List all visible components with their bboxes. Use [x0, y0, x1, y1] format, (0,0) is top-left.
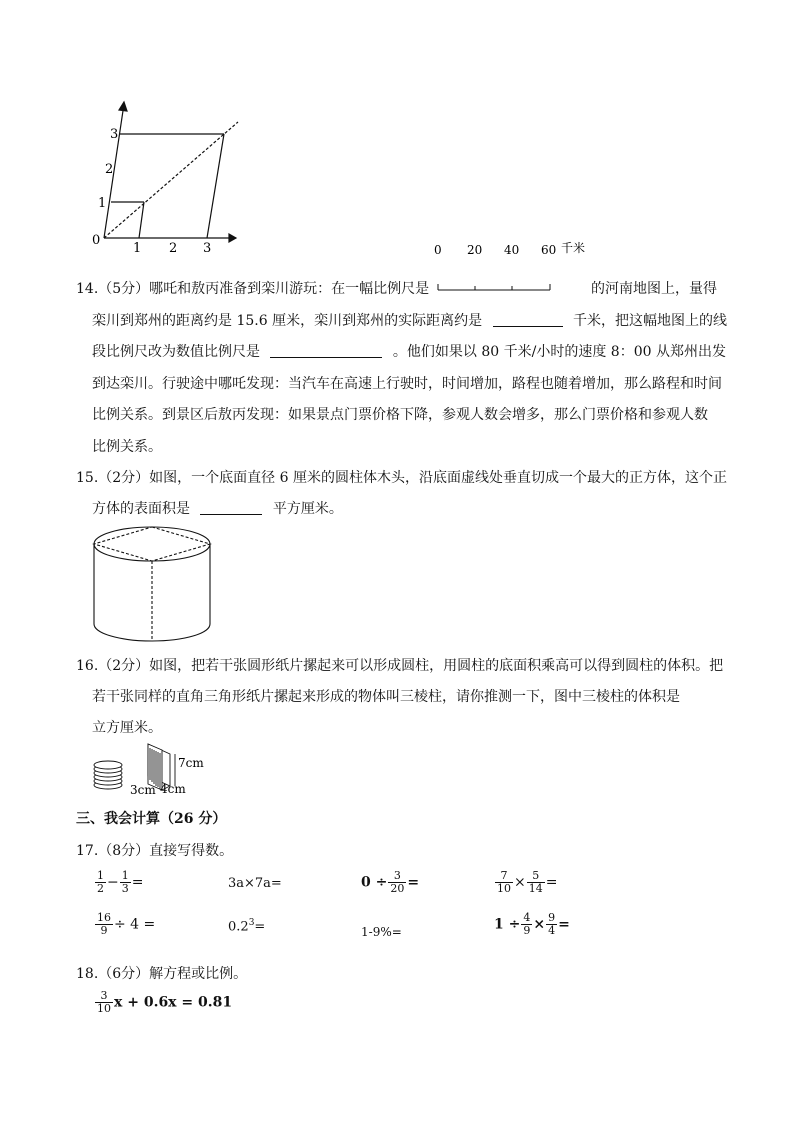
q14-line5: 比例关系。到景区后敖丙发现：如果景点门票价格下降，参观人数会增多，那么门票价格和参观人数	[92, 407, 708, 423]
y-axis-arrow	[119, 102, 127, 111]
q14-line3: 段比例尺改为数值比例尺是 。他们如果以 80 千米/小时的速度 8：00 从郑州出发	[92, 344, 726, 360]
expr-7: 1-9%=	[361, 925, 402, 939]
section-3-title: 三、我会计算（26 分）	[76, 811, 227, 827]
coordinate-graph	[86, 98, 246, 258]
q17-number: 17.（8分）	[76, 843, 150, 859]
q14-line1-end: 的河南地图上，量得	[591, 281, 717, 297]
x-tick-1: 1	[133, 241, 142, 256]
height-label: 7cm	[178, 756, 204, 770]
q16-line2: 若干张同样的直角三角形纸片摞起来形成的物体叫三棱柱，请你推测一下，图中三棱柱的体积是	[92, 689, 680, 705]
q14-blank-scale[interactable]	[270, 343, 382, 358]
q15-number: 15.（2分）	[76, 470, 150, 486]
x-tick-3: 3	[203, 241, 212, 256]
q14-line6: 比例关系。	[92, 439, 162, 455]
x-axis-arrow	[229, 234, 236, 242]
q17-line: 17.（8分）直接写得数。	[76, 843, 234, 859]
leg-b-label: 4cm	[160, 782, 186, 796]
q18-number: 18.（6分）	[76, 966, 150, 982]
y-tick-3: 3	[110, 127, 119, 142]
cylinder-figure	[90, 524, 216, 644]
y-tick-2: 2	[105, 162, 114, 177]
y-tick-1: 1	[98, 196, 107, 211]
scale-label-60: 60	[541, 243, 557, 257]
q14-line4: 到达栾川。行驶途中哪吒发现：当汽车在高速上行驶时，时间增加，路程也随着增加，那么路程和时间	[92, 376, 722, 392]
leg-a-label: 3cm	[130, 783, 156, 797]
scale-label-20: 20	[467, 243, 483, 257]
equation-1: $\frac{3}{10}$ x + 0.6x = 0.81	[97, 989, 233, 1015]
q16-line3: 立方厘米。	[92, 720, 162, 736]
expr-6: $0.2^3=$	[228, 918, 266, 935]
expr-4: $\frac{7}{10}$ × $\frac{5}{14}$ =	[497, 869, 558, 895]
line-scale-bar	[434, 240, 592, 296]
q14-line1: 14.（5分）哪吒和敖丙准备到栾川游玩：在一幅比例尺是	[76, 281, 430, 297]
q15-blank-area[interactable]	[200, 500, 262, 515]
expr-2: 3a×7a=	[228, 876, 282, 891]
q18-line: 18.（6分）解方程或比例。	[76, 966, 248, 982]
expr-5: $\frac{16}{9}$ ÷ 4 =	[97, 911, 156, 937]
expr-3: 0 ÷ $\frac{3}{20}$ =	[361, 869, 420, 895]
cylinder-top	[94, 527, 210, 561]
expr-1: $\frac{1}{2}$ − $\frac{1}{3}$ =	[97, 869, 144, 895]
expr-8: 1 ÷ $\frac{4}{9}$ × $\frac{9}{4}$ =	[494, 911, 570, 937]
right-edge	[207, 134, 224, 238]
scale-unit: 千米	[561, 241, 586, 255]
scale-label-0: 0	[434, 243, 442, 257]
q15-line2: 方体的表面积是 平方厘米。	[92, 501, 343, 517]
q16-line1: 16.（2分）如图，把若干张圆形纸片摞起来可以形成圆柱，用圆柱的底面积乘高可以得到圆柱的体积。把	[76, 658, 724, 674]
origin-label: 0	[92, 233, 101, 248]
q14-blank-distance[interactable]	[493, 312, 563, 327]
q16-number: 16.（2分）	[76, 658, 150, 674]
diagonal-dashed-line	[104, 122, 238, 238]
q15-line1: 15.（2分）如图，一个底面直径 6 厘米的圆柱体木头，沿底面虚线处垂直切成一个最大的正方体，这个正	[76, 470, 727, 486]
q14-line2: 栾川到郑州的距离约是 15.6 厘米，栾川到郑州的实际距离约是 千米，把这幅地图上的线	[92, 313, 727, 329]
q14-number: 14.（5分）	[76, 281, 150, 297]
x-tick-2: 2	[169, 241, 178, 256]
scale-label-40: 40	[504, 243, 520, 257]
stack-figures	[90, 740, 220, 800]
